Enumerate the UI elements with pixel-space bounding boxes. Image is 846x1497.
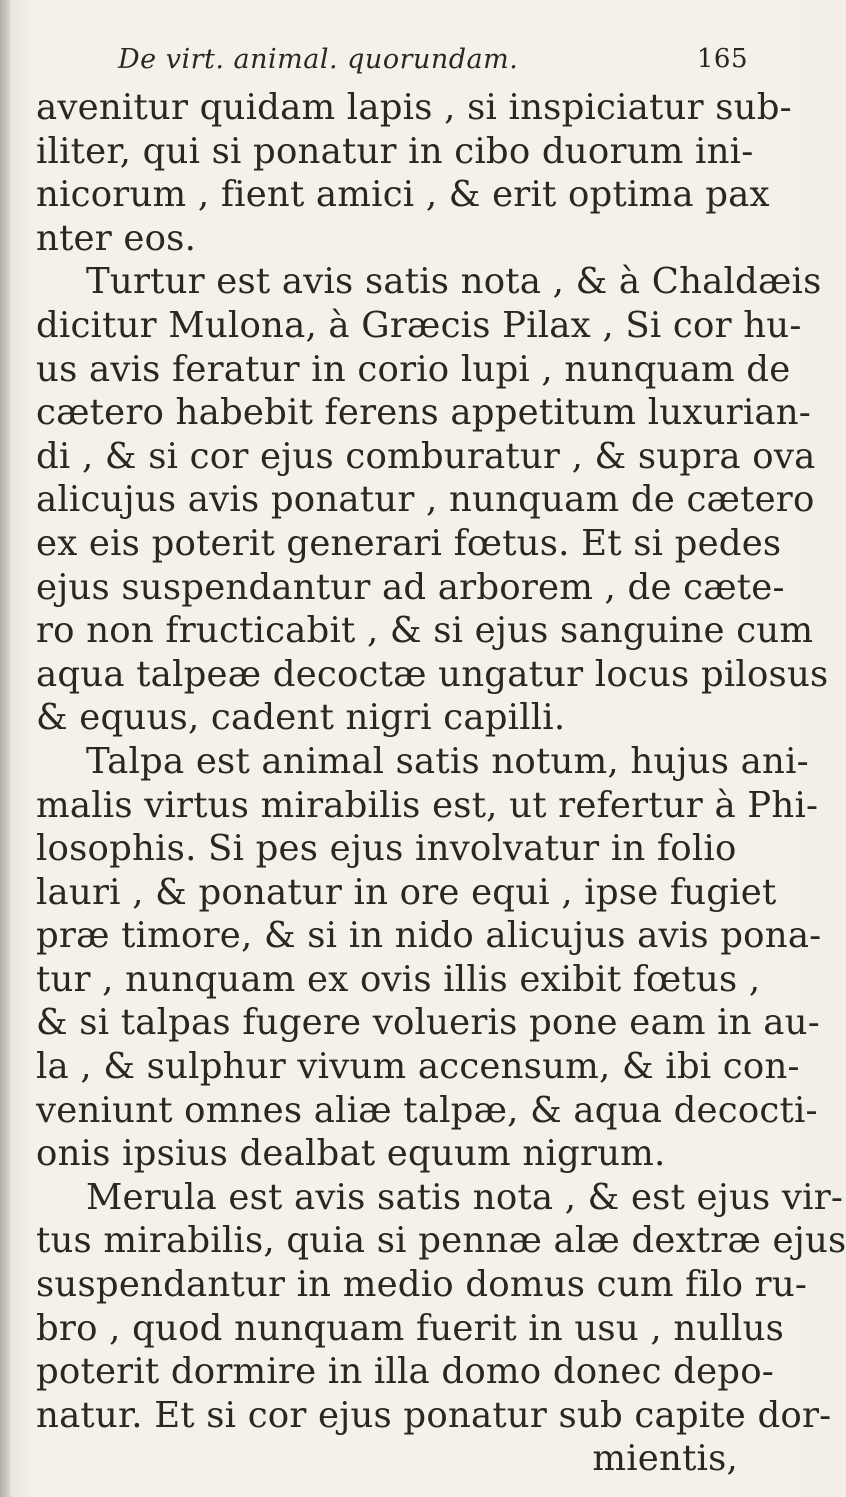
running-title: De virt. animal. quorundam. <box>118 44 519 75</box>
text-line: onis ipsius dealbat equum nigrum. <box>36 1133 666 1175</box>
text-line: natur. Et si cor ejus ponatur sub capite dor- <box>36 1394 832 1436</box>
text-line: lauri , & ponatur in ore equi , ipse fugiet <box>36 871 777 913</box>
text-line: poterit dormire in illa domo donec depo- <box>36 1351 774 1393</box>
catchword: mientis, <box>592 1438 738 1480</box>
text-line: losophis. Si pes ejus involvatur in folio <box>36 828 737 870</box>
text-line: dicitur Mulona, à Græcis Pilax , Si cor hu- <box>36 304 802 346</box>
text-line: di , & si cor ejus comburatur , & supra ova <box>36 435 816 477</box>
text-line: veniunt omnes aliæ talpæ, & aqua decocti- <box>36 1089 818 1131</box>
text-line: la , & sulphur vivum accensum, & ibi con- <box>36 1046 800 1088</box>
text-line: bro , quod nunquam fuerit in usu , nullus <box>36 1307 785 1349</box>
text-line: suspendantur in medio domus cum filo ru- <box>36 1264 808 1306</box>
text-line: aqua talpeæ decoctæ ungatur locus pilosus <box>36 653 829 695</box>
text-line: iliter, qui si ponatur in cibo duorum ini- <box>36 130 754 172</box>
text-line: Turtur est avis satis nota , & à Chaldæis <box>86 261 822 303</box>
body-text <box>36 86 846 1481</box>
page-number: 165 <box>696 44 748 74</box>
text-line: alicujus avis ponatur , nunquam de cætero <box>36 479 815 521</box>
text-line: cætero habebit ferens appetitum luxurian- <box>36 392 812 434</box>
text-line: Merula est avis satis nota , & est ejus vir- <box>86 1176 844 1218</box>
text-line: ejus suspendantur ad arborem , de cæte- <box>36 566 785 608</box>
text-line: malis virtus mirabilis est, ut refertur à Phi- <box>36 784 819 826</box>
text-line: & equus, cadent nigri capilli. <box>36 697 566 739</box>
text-line: Talpa est animal satis notum, hujus ani- <box>86 740 809 782</box>
text-line: nter eos. <box>36 217 197 259</box>
text-line: avenitur quidam lapis , si inspiciatur sub- <box>36 87 792 128</box>
text-line: ex eis poterit generari fœtus. Et si pedes <box>36 522 782 564</box>
text-line: us avis feratur in corio lupi , nunquam de <box>36 348 791 390</box>
text-line: nicorum , fient amici , & erit optima pax <box>36 174 770 216</box>
page-header <box>118 40 758 88</box>
text-line: ro non fructicabit , & si ejus sanguine cum <box>36 610 814 652</box>
text-line: præ timore, & si in nido alicujus avis pona- <box>36 915 822 957</box>
text-line: & si talpas fugere volueris pone eam in au- <box>36 1002 820 1044</box>
text-line: tur , nunquam ex ovis illis exibit fœtus , <box>36 958 761 1000</box>
text-line: tus mirabilis, quia si pennæ alæ dextræ ejus <box>36 1220 846 1262</box>
binding-shadow <box>0 0 10 1497</box>
